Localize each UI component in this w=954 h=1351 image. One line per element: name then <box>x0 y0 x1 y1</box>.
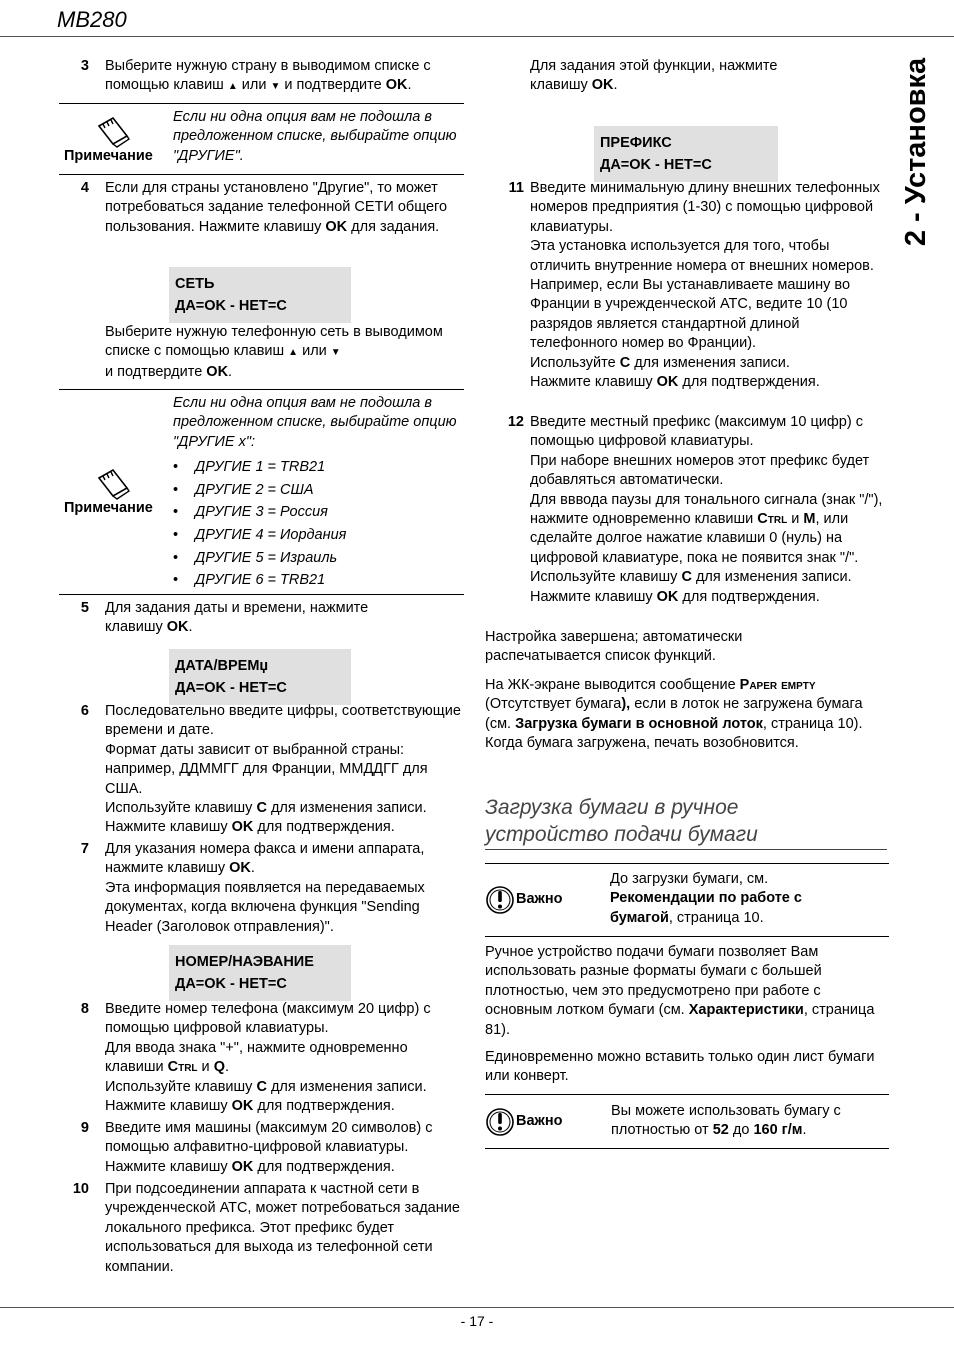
warning-icon <box>485 885 515 915</box>
step-number: 5 <box>80 600 89 616</box>
lcd-line: ДА=OK - НЕТ=C <box>175 298 287 314</box>
note-label: Примечание <box>64 500 153 516</box>
lcd-line: ДА=OK - НЕТ=C <box>600 157 712 173</box>
paragraph-manual-feeder: Ручное устройство подачи бумаги позволяет Вам использовать разные форматы бумаги с большей плотностью, чем это предусмотрено при работе с основным лотком бумаги (см. Характеристики, страница 81). <box>485 944 875 1038</box>
arrow-up-icon: ▲ <box>227 81 238 93</box>
step-number: 8 <box>80 1001 89 1017</box>
step-10-continue: Для задания этой функции, нажмите клавишу OK. <box>530 58 778 94</box>
lcd-line: ДА=OK - НЕТ=C <box>175 976 287 992</box>
note-2 <box>59 390 464 594</box>
arrow-up-icon: ▲ <box>288 347 299 359</box>
list-item: • ДРУГИЕ 6 = TRB21 <box>173 569 463 592</box>
step-number: 11 <box>508 180 524 196</box>
lcd-display-number <box>169 945 351 1001</box>
right-column <box>485 0 889 1300</box>
paragraph-setup-complete: Настройка завершена; автоматически распечатывается список функций. <box>485 629 743 665</box>
list-item: • ДРУГИЕ 5 = Израиль <box>173 547 463 570</box>
step-text: Для указания номера факса и имени аппарата, нажмите клавишу OK. Эта информация появляется на передаваемых документах, когда включена функция "Sending Header (Заголовок отправления)". <box>105 841 425 935</box>
step-text: При подсоединении аппарата к частной сети в учрежденческой АТС, может потребоваться задание локального префикса. Этот префикс будет использоваться для выхода из телефонной сети компании. <box>105 1181 460 1275</box>
header-model: MB280 <box>57 7 127 32</box>
step-text: Введите имя машины (максимум 20 символов) с помощью алфавитно-цифровой клавиатуры. Нажмите клавишу OK для подтверждения. <box>105 1120 433 1175</box>
lcd-line: СЕТЬ <box>175 276 215 292</box>
important-rule <box>485 1148 889 1149</box>
important-text: Вы можете использовать бумагу с плотностью от 52 до 160 г/м. <box>611 1103 841 1139</box>
left-column <box>59 0 464 1300</box>
note-text: Если ни одна опция вам не подошла в предложенном списке, выбирайте опцию "ДРУГИЕ x": • ДРУГИЕ 1 = TRB21 • ДРУГИЕ 2 = США • ДРУГИЕ 3 = Россия • ДРУГИЕ 4 = Иордания • ДРУГИЕ 5 = Израиль • ДРУГИЕ 6 = TRB21 <box>173 394 463 592</box>
arrow-down-icon: ▼ <box>270 81 281 93</box>
heading-rule <box>485 849 887 850</box>
step-text: Для задания даты и времени, нажмите клавишу OK. <box>105 600 369 636</box>
step-number: 3 <box>80 58 89 74</box>
lcd-line: НОМЕР/НАЭВАНИЕ <box>175 954 314 970</box>
lcd-line: ПРЕФИКС <box>600 135 672 151</box>
lcd-line: ДА=OK - НЕТ=C <box>175 680 287 696</box>
important-box-1 <box>485 864 889 936</box>
important-label: Важно <box>516 891 563 907</box>
footer-rule <box>0 1307 954 1308</box>
note-label: Примечание <box>64 148 153 164</box>
note-1 <box>59 104 464 174</box>
step-text: Если для страны установлено "Другие", то может потребоваться задание телефонной СЕТИ общего пользования. Нажмите клавишу OK для задания. <box>105 180 448 235</box>
step-text: Введите номер телефона (максимум 20 цифр) с помощью цифровой клавиатуры. Для ввода знака "+", нажмите одновременно клавиши Ctrl и Q. Используйте клавишу C для изменения записи. Нажмите клавишу OK для подтверждения. <box>105 1001 431 1115</box>
step-text: Введите местный префикс (максимум 10 цифр) с помощью цифровой клавиатуры. При наборе внешних номеров этот префикс будет добавляться автоматически. Для вввода паузы для тонального сигнала (знак "/"), нажмите одновременно клавиши Ctrl и M, или сделайте долгое нажатие клавиши 0 (нуль) на цифровой клавиатуре, пока не появится знак "/". Используйте клавишу C для изменения записи. Нажмите клавишу OK для подтверждения. <box>530 414 883 605</box>
step-number: 7 <box>80 841 89 857</box>
note-text: Если ни одна опция вам не подошла в предложенном списке, выбирайте опцию "ДРУГИЕ". <box>173 109 457 164</box>
step-number: 4 <box>80 180 89 196</box>
important-rule <box>485 936 889 937</box>
list-item: • ДРУГИЕ 1 = TRB21 <box>173 456 463 479</box>
list-item: • ДРУГИЕ 3 = Россия <box>173 501 463 524</box>
step-number: 12 <box>507 414 524 430</box>
chapter-tab-label: 2 - Установка <box>900 57 932 247</box>
step-number: 9 <box>80 1120 89 1136</box>
step-text: Выберите нужную страну в выводимом списке с помощью клавиш ▲ или ▼ и подтвердите OK. <box>105 58 431 94</box>
step-number: 10 <box>72 1181 89 1197</box>
note-rule <box>59 174 464 175</box>
note-rule <box>59 594 464 595</box>
step-text: Последовательно введите цифры, соответствующие времени и дате. Формат даты зависит от выбранной страны: например, ДДММГГ для Франции, ММДДГГ для США. Используйте клавишу C для изменения записи. Нажмите клавишу OK для подтверждения. <box>105 703 461 836</box>
list-item: • ДРУГИЕ 4 = Иордания <box>173 524 463 547</box>
arrow-down-icon: ▼ <box>330 347 341 359</box>
paragraph-paper-empty: На ЖК-экране выводится сообщение Paper empty (Отсутствует бумага), если в лоток не загружена бумага (см. Загрузка бумаги в основной лоток, страница 10). Когда бумага загружена, печать возобновится. <box>485 677 863 752</box>
important-box-2 <box>485 1095 889 1148</box>
list-item: • ДРУГИЕ 2 = США <box>173 479 463 502</box>
notepad-icon <box>95 466 131 500</box>
chapter-tab <box>878 40 954 265</box>
section-heading: Загрузка бумаги в ручное устройство подачи бумаги <box>485 796 758 846</box>
notepad-icon <box>95 114 131 148</box>
step-number: 6 <box>80 703 89 719</box>
warning-icon <box>485 1107 515 1137</box>
lcd-display-network <box>169 267 351 323</box>
lcd-display-prefix <box>594 126 778 182</box>
lcd-line: ДАТА/ВРЕМџ <box>175 658 269 674</box>
important-label: Важно <box>516 1113 563 1129</box>
step-text: Введите минимальную длину внешних телефонных номеров предприятия (1-30) с помощью цифровой клавиатуры. Эта установка используется для того, чтобы отличить внутренние номера от внешних номеров. Например, если Вы устанавливаете машину во Франции в учрежденческой АТС, ведите 10 (10 разрядов является стандартной длиной телефонного номер во Франции). Используйте C для изменения записи. Нажмите клавишу OK для подтверждения. <box>530 180 880 391</box>
important-text: До загрузки бумаги, см. Рекомендации по работе с бумагой, страница 10. <box>610 871 802 926</box>
options-list <box>173 456 463 592</box>
lcd-display-date <box>169 649 351 705</box>
paragraph-single-sheet: Единовременно можно вставить только один лист бумаги или конверт. <box>485 1049 875 1085</box>
page-number: - 17 - <box>460 1313 494 1329</box>
step-4-continue: Выберите нужную телефонную сеть в выводимом списке с помощью клавиш ▲ или ▼ и подтвердите OK. <box>105 324 443 380</box>
